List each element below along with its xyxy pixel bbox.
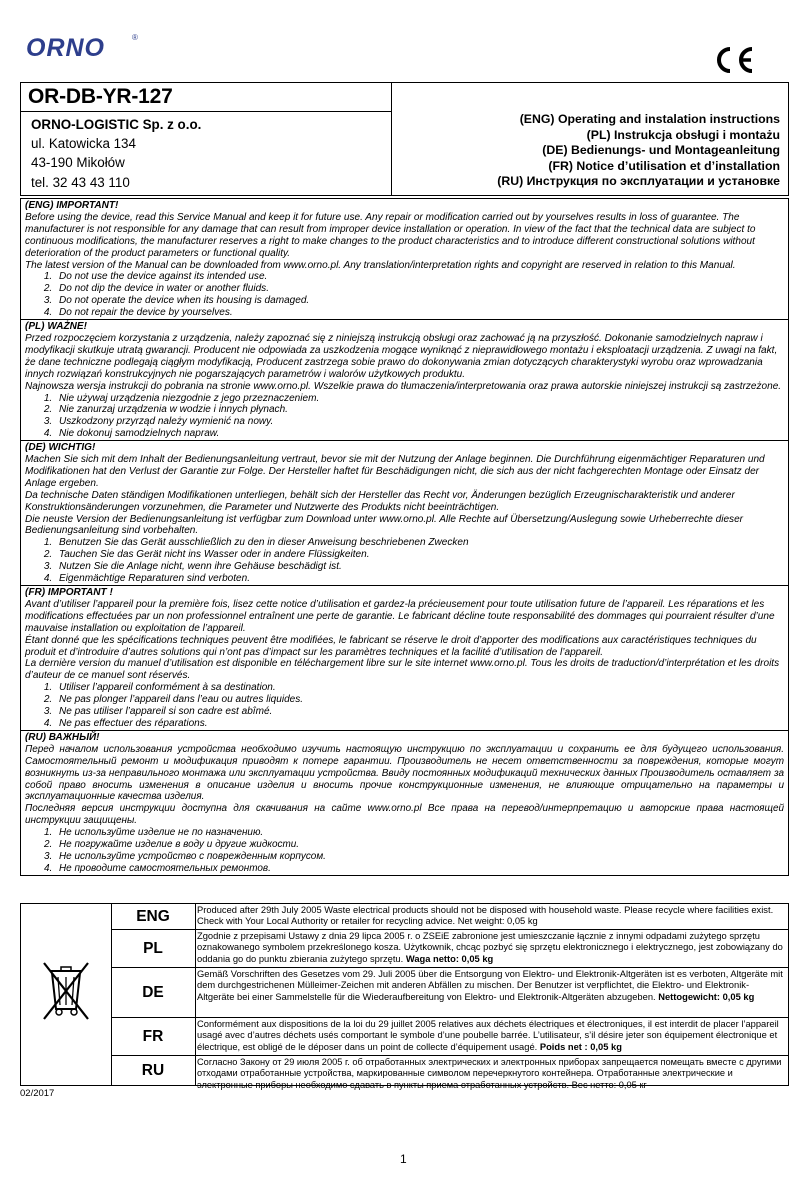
weee-weight: Nettogewicht: 0,05 kg: [658, 991, 755, 1002]
paragraph: Последняя версия инструкции доступна для скачивания на сайте www.orno.pl Все права на перевод/интерпретацию и авторские права настоящей инструкции защищены.: [25, 803, 784, 827]
list-item: 4. Ne pas effectuer des réparations.: [55, 718, 784, 730]
list-item: 3. Do not operate the device when its housing is damaged.: [55, 295, 784, 307]
section-heading: (ENG) IMPORTANT!: [25, 200, 119, 211]
section-heading: (RU) ВАЖНЫЙ!: [25, 731, 100, 743]
list-item: 2. Nie zanurzaj urządzenia w wodzie i innych płynach.: [55, 404, 784, 416]
safety-sections: [20, 198, 789, 876]
list-item: 1. Do not use the device against its intended use.: [55, 271, 784, 283]
list-item: 1. Benutzen Sie das Gerät ausschließlich zu den in dieser Anweisung beschriebenen Zwecken: [55, 537, 784, 549]
title-eng: (ENG) Operating and instalation instructions: [519, 112, 780, 126]
weee-icon-cell: [21, 904, 112, 1085]
weee-row-eng: [111, 904, 788, 930]
section-ru: [21, 731, 788, 876]
weee-body: Conformément aux dispositions de la loi du 29 juillet 2005 relatives aux déchets électriques et électroniques, il est interdit de placer l’appareil usagé avec d’autres déchets usés comportant le symbole d’une poubelle barrée. L’utilisateur, s’il désire jeter son équipement électronique et électrique, est obligé de le déposer dans un point de collecte d’équipement usagé.: [197, 1019, 779, 1052]
weee-row-pl: [111, 930, 788, 968]
crossed-out-wheelie-bin-icon: [40, 959, 92, 1023]
weee-body: Gemäß Vorschriften des Gesetzes vom 29. Juli 2005 über die Entsorgung von Elektro- und Elektronik-Altgeräten ist es verboten, Altgeräte mit dem durchgestrichenen Mülleimer-Zeichen mit anderen Abfällen zu mischen. Der Benutzer ist verpflichtet, die Elektro- und Elektronik-Altgeräte bei einer Sammelstelle für die Wiederaufbereitung von Elektro- und Elektronik-Altgeräten abzugeben.: [197, 969, 783, 1002]
paragraph: Étant donné que les spécifications techniques peuvent être modifiées, le fabricant se réserve le droit d’apporter des modifications aux caractéristiques techniques du produit et d’introduire d’autres solutions qui n’ont pas d’impact sur les paramètres techniques et la facilité d’utilisation de l’appareil.: [25, 634, 757, 658]
section-de: [21, 441, 788, 586]
paragraph: Da technische Daten ständigen Modifikationen unterliegen, behält sich der Hersteller das Recht vor, Änderungen bezüglich Erzeugnischarakteristik und anderer Konstruktionsänderungen vorzunehmen, die Parameter und Nutzwerte des Produkts nicht beeinträchtigen.: [25, 489, 735, 513]
paragraph: Die neuste Version der Bedienungsanleitung ist verfügbar zum Download unter www.orno.pl. Alle Rechte auf Übersetzung/Auslegung sowie Urheberrechte dieser Bedienungsanleitung sind vorbehalten.: [25, 513, 744, 537]
weee-text: Согласно Закону от 29 июля 2005 г. об отработанных электрических и электронных приборах запрещается помещать вместе с другими отходами отработанные устройства, маркированные символом перечеркнутого контейнера. Отработанные электрические и электронные приборы необходимо сдавать в пункты приема отработанных устройств. Вес нетто: 0,05 кг: [197, 1057, 782, 1090]
section-heading: (FR) IMPORTANT !: [25, 587, 113, 598]
weee-weight: Waga netto: 0,05 kg: [405, 953, 494, 964]
weee-text: [197, 1019, 786, 1053]
weee-text: Produced after 29th July 2005 Waste electrical products should not be disposed with household waste. Please recycle where facilities exist. Check with Your Local Authority or retailer for recycling advice. Net weight: 0,05 kg: [197, 905, 774, 927]
paragraph: La dernière version du manuel d’utilisation est disponible en téléchargement libre sur le site internet www.orno.pl. Tous les droits de traduction/d’interprétation et les droits d’auteur de ce manuel sont réservés.: [25, 658, 780, 682]
weee-weight: Poids net : 0,05 kg: [539, 1041, 622, 1052]
list-item: 3. Uszkodzony przyrząd należy wymienić na nowy.: [55, 416, 784, 428]
section-heading: (PL) WAŻNE!: [25, 321, 87, 333]
list-item: 4. Не проводите самостоятельных ремонтов.: [55, 863, 784, 875]
weee-row-ru: [111, 1056, 788, 1090]
ce-mark: [712, 46, 756, 74]
weee-body: Zgodnie z przepisami Ustawy z dnia 29 lipca 2005 r. o ZSEiE zabronione jest umieszczanie łącznie z innymi odpadami zużytego sprzętu oznakowanego symbolem przekreślonego kosza. Użytkownik, chcąc pozbyć się sprzętu elektronicznego i elektrycznego, jest zobowiązany do oddania go do punktu zbierania zużytego sprzętu.: [197, 931, 783, 964]
rules-list: [25, 682, 784, 730]
paragraph: Before using the device, read this Service Manual and keep it for future use. Any repair or modification carried out by yourselves results in loss of guarantee. The manufacturer is not responsible for any damage that can result from improper device installation or operation. In view of the fact that the technical data are subject to continuous modifications, the manufacturer reserves a right to make changes to the product characteristics and to introduce different constructional solutions without deterioration of the product parameters or functional quality.: [25, 211, 756, 259]
company-name: ORNO-LOGISTIC Sp. z o.o.: [31, 117, 202, 132]
divider: [21, 111, 391, 112]
list-item: 2. Не погружайте изделие в воду и другие жидкости.: [55, 839, 784, 851]
weee-lang-label: RU: [111, 1056, 196, 1085]
title-pl: (PL) Instrukcja obsługi i montażu: [586, 127, 780, 142]
weee-row-de: [111, 968, 788, 1018]
company-address: [31, 115, 201, 192]
manual-titles: [497, 112, 780, 190]
rules-list: [25, 537, 784, 585]
revision-date: 02/2017: [20, 1088, 55, 1099]
header-box: [20, 82, 789, 196]
page-number: 1: [400, 1152, 407, 1166]
title-fr: (FR) Notice d’utilisation et d’installation: [548, 158, 780, 173]
paragraph: Machen Sie sich mit dem Inhalt der Bedienungsanleitung vertraut, bevor sie mit der Nutzung der Anlage beginnen. Die Durchführung eigenmächtiger Reparaturen und Modifikationen hat den Verlust der Garantie zur Folge. Der Hersteller haftet für Beschädigungen nicht, die sich aus der nicht fachgerechten Montage oder Einsatz der Anlage ergeben.: [25, 454, 765, 489]
list-item: 1. Utiliser l’appareil conformément à sa destination.: [55, 682, 784, 694]
section-heading: (DE) WICHTIG!: [25, 442, 96, 454]
list-item: 2. Do not dip the device in water or another fluids.: [55, 283, 784, 295]
list-item: 4. Do not repair the device by yourselves.: [55, 307, 784, 319]
paragraph: Avant d’utiliser l’appareil pour la première fois, lisez cette notice d’utilisation et gardez-la précieusement pour toute utilisation future de l’appareil. Les réparations et les modifications effectuées par un non professionnel entraînent une perte de garantie. Le fabricant décline toute responsabilité des dommages qui pourraient résulter d’une mauvaise installation ou exploitation de l’appareil.: [25, 598, 775, 634]
rules-list: [25, 271, 784, 319]
title-de: (DE) Bedienungs- und Montageanleitung: [542, 143, 780, 158]
list-item: 4. Nie dokonuj samodzielnych napraw.: [55, 428, 784, 440]
list-item: 1. Не используйте изделие не по назначению.: [55, 827, 784, 839]
weee-lang-label: PL: [111, 930, 196, 967]
title-ru: (RU) Инструкция по эксплуатации и установке: [497, 174, 780, 189]
paragraph: The latest version of the Manual can be downloaded from www.orno.pl. Any translation/interpretation rights and copyright are reserved in relation to this Manual.: [25, 259, 736, 271]
list-item: 2. Tauchen Sie das Gerät nicht ins Wasser oder in andere Flüssigkeiten.: [55, 549, 784, 561]
city: 43-190 Mikołów: [31, 155, 125, 171]
list-item: 4. Eigenmächtige Reparaturen sind verboten.: [55, 573, 784, 585]
weee-lang-label: FR: [111, 1018, 196, 1055]
weee-row-fr: [111, 1018, 788, 1056]
list-item: 3. Ne pas utiliser l’appareil si son cadre est abîmé.: [55, 706, 784, 718]
street: ul. Katowicka 134: [31, 136, 136, 152]
weee-lang-label: ENG: [111, 904, 196, 929]
list-item: 2. Ne pas plonger l’appareil dans l’eau ou autres liquides.: [55, 694, 784, 706]
section-eng: [21, 199, 788, 320]
company-block: [21, 83, 392, 195]
logo-text: ORNO: [26, 34, 105, 62]
rules-list: [25, 393, 784, 441]
list-item: 1. Nie używaj urządzenia niezgodnie z jego przeznaczeniem.: [55, 393, 784, 405]
model-number: OR-DB-YR-127: [28, 85, 173, 108]
weee-text: [197, 931, 786, 965]
paragraph: Перед началом использования устройства необходимо изучить настоящую инструкцию по эксплуатации и сохранить ее для будущего использования. Самостоятельный ремонт и модификация приводят к потере гарантии. Производитель не несет ответственности за повреждения, которые могут возникнуть из-за неправильного монтажа или эксплуатации устройства. Ввиду постоянных модификаций технических данных Производитель оставляет за собой право вносить изменения в описание изделия и вносить прочие конструкционные изменения, не влияющие отрицательно на параметры и эксплуатационные качества изделия.: [25, 743, 784, 803]
section-pl: [21, 320, 788, 441]
paragraph: Przed rozpoczęciem korzystania z urządzenia, należy zapoznać się z niniejszą instrukcją obsługi oraz zachować ją na przyszłość. Dokonanie samodzielnych napraw i modyfikacji skutkuje utratą gwarancji. Producent nie odpowiada za uszkodzenia mogące wyniknąć z nieprawidłowego montażu i eksploatacji urządzenia. Z uwagi na fakt, że dane techniczne podlegają ciągłym modyfikacją, Producent zastrzega sobie prawo do dokonywania zmian dotyczących charakterystyki wyrobu oraz wprowadzania innych rozwiązań konstrukcyjnych nie pogarszających parametrów i walorów użytkowych produktu.: [25, 332, 778, 380]
list-item: 3. Не используйте устройство с поврежденным корпусом.: [55, 851, 784, 863]
weee-lang-label: DE: [111, 968, 196, 1017]
weee-text: [197, 969, 786, 1003]
phone: tel. 32 43 43 110: [31, 174, 130, 190]
orno-logo: [24, 30, 144, 64]
rules-list: [25, 827, 784, 875]
paragraph: Najnowsza wersja instrukcji do pobrania na stronie www.orno.pl. Wszelkie prawa do tłumaczenia/interpretowania oraz prawa autorskie niniejszej instrukcji są zastrzeżone.: [25, 380, 782, 392]
list-item: 3. Nutzen Sie die Anlage nicht, wenn ihre Gehäuse beschädigt ist.: [55, 561, 784, 573]
weee-disposal-table: [20, 903, 789, 1090]
registered-mark: ®: [132, 33, 138, 42]
section-fr: [21, 586, 788, 731]
